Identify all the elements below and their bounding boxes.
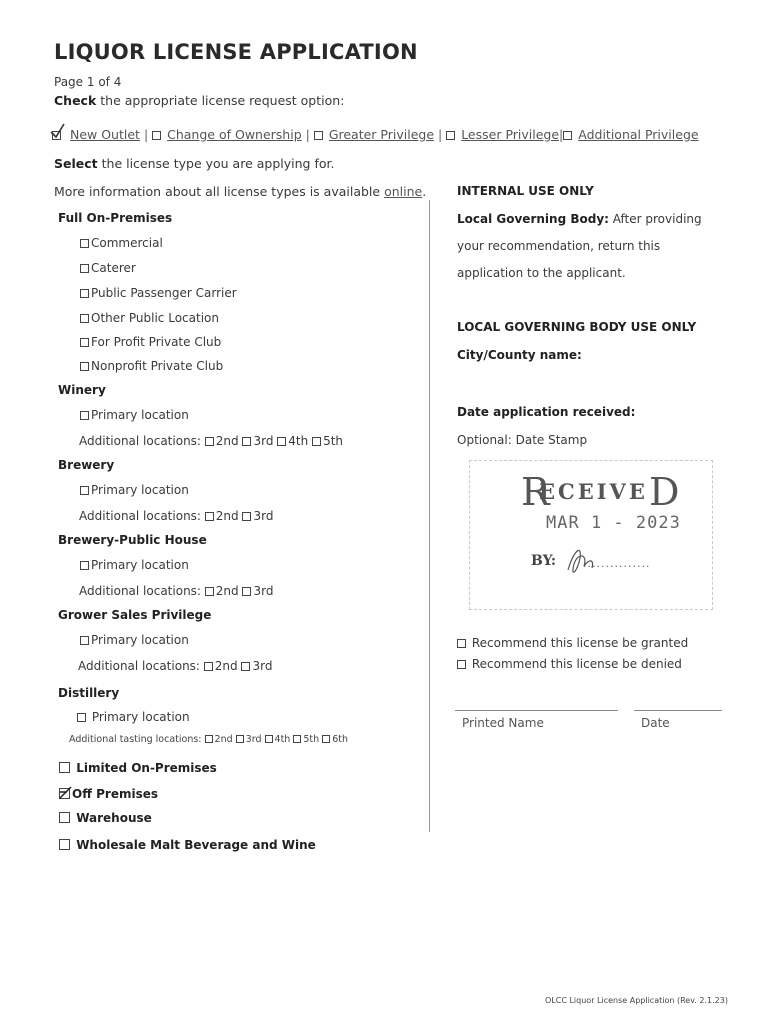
option-label: Other Public Location [91,311,219,325]
checkmark-icon [59,786,73,800]
new-outlet-checkbox[interactable] [52,127,66,142]
additional-label: Additional tasting locations: [69,734,202,745]
date-stamp-label: Optional: Date Stamp [457,433,588,447]
option-label: Wholesale Malt Beverage and Wine [76,838,316,852]
option-label: 2nd [215,509,239,523]
stamp-received-middle: ECEIVE [539,479,648,504]
checkbox-icon[interactable] [242,437,251,446]
printed-name-label: Printed Name [462,716,544,730]
page-number: Page 1 of 4 [54,75,122,89]
checkbox-icon[interactable] [236,735,244,743]
checkbox-icon [457,660,466,669]
additional-label: Additional locations: [79,509,201,523]
brewery-primary[interactable] [80,483,189,497]
checkbox-icon [457,639,466,648]
lesser-privilege-checkbox[interactable] [446,131,455,140]
checkbox-icon [80,486,89,495]
checkbox-icon [80,314,89,323]
option-change-of-ownership[interactable]: Change of Ownership [167,127,302,142]
option-label: Caterer [91,261,136,275]
online-link[interactable]: online [384,184,423,199]
winery-heading: Winery [58,383,106,397]
option-label: 4th [288,434,309,448]
check-bold: Check [54,93,97,108]
distillery-primary[interactable] [77,710,190,724]
select-bold: Select [54,156,98,171]
checkbox-icon[interactable] [322,735,330,743]
license-option[interactable] [80,335,221,349]
option-label: Primary location [91,710,190,724]
checkbox-icon[interactable] [204,662,213,671]
checkbox-icon [80,362,89,371]
more-info-text: More information about all license types is available [54,184,381,199]
license-option[interactable] [80,311,219,325]
option-additional-privilege[interactable]: Additional Privilege [578,127,699,142]
distillery-heading: Distillery [58,686,120,700]
footer-text: OLCC Liquor License Application (Rev. 2.1.23) [545,996,728,1005]
option-label: 5th [303,734,320,745]
option-label: Primary location [91,408,189,422]
option-label: Off Premises [72,787,158,801]
full-on-premises-heading: Full On-Premises [58,211,173,225]
lgb-bold: Local Governing Body: [457,212,609,226]
license-option[interactable] [80,359,223,373]
checkbox-icon [80,561,89,570]
checkbox-icon [80,239,89,248]
additional-label: Additional locations: [78,659,200,673]
brewery-public-house-additional [79,584,273,598]
page-title: LIQUOR LICENSE APPLICATION [54,40,418,64]
winery-additional [79,434,343,448]
checkbox-icon[interactable] [277,437,286,446]
option-label: Recommend this license be denied [471,657,682,671]
separator: | [143,127,149,142]
option-label: 3rd [253,584,274,598]
checkbox-icon[interactable] [265,735,273,743]
additional-privilege-checkbox[interactable] [563,131,572,140]
stamp-received-first: R [521,470,550,514]
additional-label: Additional locations: [79,434,201,448]
option-label: Primary location [91,633,189,647]
lgb-instruction-line3: application to the applicant. [457,266,626,280]
additional-label: Additional locations: [79,584,201,598]
grower-sales-additional [78,659,272,673]
checkbox-icon [80,411,89,420]
checkbox-icon[interactable] [205,587,214,596]
city-county-label: City/County name: [457,348,582,362]
column-divider [429,200,430,832]
option-label: 3rd [253,509,274,523]
warehouse-option[interactable] [59,811,152,825]
option-label: 4th [274,734,291,745]
checkbox-icon[interactable] [293,735,301,743]
separator: | [305,127,310,142]
option-label: 3rd [252,659,273,673]
checkbox-icon [80,264,89,273]
checkbox-icon[interactable] [241,662,250,671]
off-premises-checkbox [59,787,72,801]
checkbox-icon [80,338,89,347]
distillery-additional [69,734,348,745]
option-label: 3rd [245,734,262,745]
checkbox-icon[interactable] [205,512,214,521]
grower-sales-primary[interactable] [80,633,189,647]
license-option[interactable] [80,261,136,275]
option-label: Commercial [91,236,163,250]
lgb-text: After providing [612,212,702,226]
option-label: Nonprofit Private Club [91,359,224,373]
off-premises-option[interactable] [59,787,158,801]
printed-name-line[interactable] [455,710,618,711]
request-options-row [52,127,699,142]
checkbox-icon [59,839,70,850]
option-label: 2nd [214,659,238,673]
select-text: the license type you are applying for. [101,156,335,171]
limited-on-premises-option[interactable] [59,761,217,775]
option-label: 3rd [253,434,274,448]
brewery-additional [79,509,273,523]
license-option[interactable] [80,236,163,250]
checkbox-icon[interactable] [242,512,251,521]
option-label: 5th [323,434,344,448]
stamp-by: BY: [531,553,557,569]
recommend-denied[interactable] [457,657,682,671]
option-label: Primary location [91,558,189,572]
option-label: Limited On-Premises [76,761,217,775]
date-label: Date [641,716,670,730]
internal-use-heading: INTERNAL USE ONLY [457,184,594,198]
check-instruction [54,93,344,108]
check-text: the appropriate license request option: [100,93,345,108]
option-lesser-privilege[interactable]: Lesser Privilege [461,127,560,142]
period: . [422,184,427,199]
date-line[interactable] [634,710,722,711]
option-new-outlet[interactable]: New Outlet [69,127,140,142]
more-info [54,184,426,199]
greater-privilege-checkbox[interactable] [314,131,323,140]
stamp-date: MAR 1 - 2023 [546,513,681,533]
brewery-public-house-heading: Brewery-Public House [58,533,207,547]
wholesale-option[interactable] [59,838,316,852]
brewery-heading: Brewery [58,458,115,472]
checkbox-icon [59,812,70,823]
lgb-instruction-line2: your recommendation, return this [457,239,661,253]
checkbox-icon[interactable] [205,437,214,446]
checkmark-icon [50,123,66,139]
option-label: Warehouse [76,811,152,825]
stamp-dots: ............... [583,557,651,570]
brewery-public-house-primary[interactable] [80,558,189,572]
checkbox-icon [80,636,89,645]
checkbox-icon[interactable] [312,437,321,446]
checkbox-icon [59,762,70,773]
license-option[interactable] [80,286,237,300]
option-label: Primary location [91,483,189,497]
option-label: 2nd [214,734,233,745]
recommend-granted[interactable] [457,636,688,650]
stamp-received-last: D [649,470,680,514]
separator: | [559,127,564,142]
lgb-use-heading: LOCAL GOVERNING BODY USE ONLY [457,320,697,334]
select-instruction [54,156,334,171]
option-label: For Profit Private Club [91,335,222,349]
option-label: 2nd [215,584,239,598]
option-label: Recommend this license be granted [471,636,689,650]
lgb-instruction-line1 [457,212,702,226]
checkbox-icon [77,713,86,722]
grower-sales-heading: Grower Sales Privilege [58,608,212,622]
checkbox-icon [80,289,89,298]
option-greater-privilege[interactable]: Greater Privilege [328,127,435,142]
winery-primary[interactable] [80,408,189,422]
checkbox-icon[interactable] [205,735,213,743]
separator: | [438,127,443,142]
option-label: 2nd [215,434,239,448]
change-ownership-checkbox[interactable] [152,131,161,140]
option-label: Public Passenger Carrier [91,286,237,300]
option-label: 6th [332,734,348,745]
date-received-label: Date application received: [457,405,636,419]
checkbox-icon[interactable] [242,587,251,596]
